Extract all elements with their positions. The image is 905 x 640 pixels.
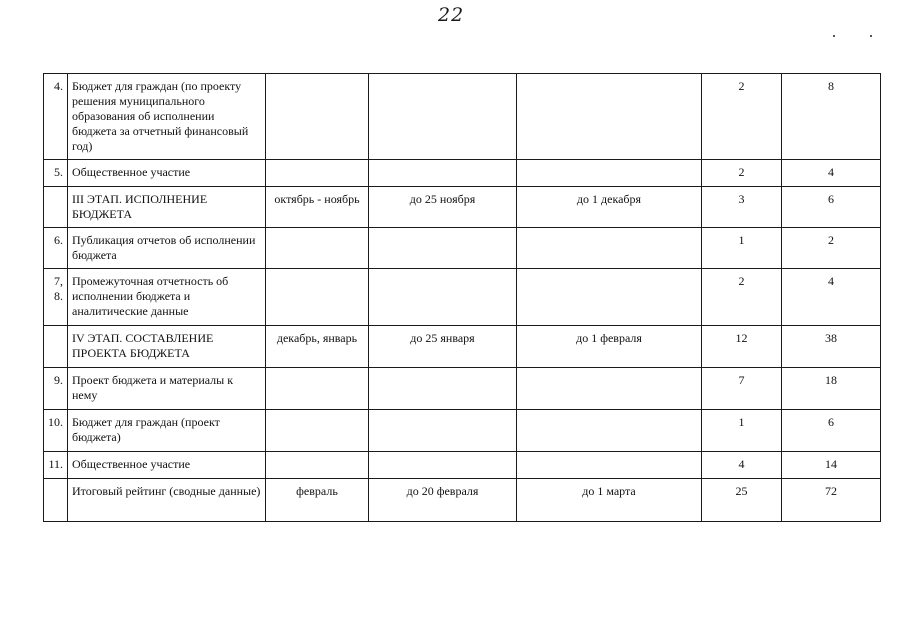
row-period <box>266 160 369 187</box>
row-deadline-1 <box>369 160 517 187</box>
row-value-2: 38 <box>782 326 881 368</box>
row-number: 6. <box>44 228 68 269</box>
row-period: декабрь, январь <box>266 326 369 368</box>
row-title: Бюджет для граждан (по проекту решения муниципального образования об исполнении бюджета за отчетный финансовый год) <box>68 74 266 160</box>
row-deadline-2 <box>517 452 702 479</box>
row-value-1: 1 <box>702 228 782 269</box>
table-row <box>44 228 881 269</box>
row-value-1: 2 <box>702 160 782 187</box>
table-row <box>44 410 881 452</box>
page-number: 22 <box>438 4 465 26</box>
row-value-2: 4 <box>782 160 881 187</box>
row-deadline-1: до 20 февраля <box>369 479 517 522</box>
row-number <box>44 326 68 368</box>
row-value-2: 8 <box>782 74 881 160</box>
scan-speck <box>833 35 835 37</box>
row-number: 4. <box>44 74 68 160</box>
row-title: Общественное участие <box>68 160 266 187</box>
row-value-1: 2 <box>702 269 782 326</box>
row-number: 11. <box>44 452 68 479</box>
row-deadline-2: до 1 марта <box>517 479 702 522</box>
row-deadline-2: до 1 декабря <box>517 187 702 228</box>
row-deadline-2 <box>517 74 702 160</box>
row-deadline-1 <box>369 74 517 160</box>
table-row <box>44 479 881 522</box>
row-number: 5. <box>44 160 68 187</box>
table-row <box>44 326 881 368</box>
row-value-1: 3 <box>702 187 782 228</box>
table-row <box>44 160 881 187</box>
row-deadline-1 <box>369 452 517 479</box>
row-period <box>266 269 369 326</box>
row-value-1: 4 <box>702 452 782 479</box>
row-value-2: 6 <box>782 410 881 452</box>
row-value-1: 12 <box>702 326 782 368</box>
row-number: 7, 8. <box>44 269 68 326</box>
row-title: IV ЭТАП. СОСТАВЛЕНИЕ ПРОЕКТА БЮДЖЕТА <box>68 326 266 368</box>
row-value-1: 1 <box>702 410 782 452</box>
row-deadline-1: до 25 ноября <box>369 187 517 228</box>
row-period: февраль <box>266 479 369 522</box>
budget-rating-table <box>43 73 881 522</box>
row-title: III ЭТАП. ИСПОЛНЕНИЕ БЮДЖЕТА <box>68 187 266 228</box>
row-deadline-2 <box>517 368 702 410</box>
row-title: Бюджет для граждан (проект бюджета) <box>68 410 266 452</box>
row-title: Итоговый рейтинг (сводные данные) <box>68 479 266 522</box>
row-value-2: 18 <box>782 368 881 410</box>
row-title: Публикация отчетов об исполнении бюджета <box>68 228 266 269</box>
row-deadline-2 <box>517 410 702 452</box>
table-row <box>44 269 881 326</box>
row-value-1: 25 <box>702 479 782 522</box>
row-value-2: 6 <box>782 187 881 228</box>
table-row <box>44 368 881 410</box>
row-value-2: 72 <box>782 479 881 522</box>
row-deadline-2 <box>517 160 702 187</box>
row-period <box>266 74 369 160</box>
row-period <box>266 452 369 479</box>
row-value-1: 2 <box>702 74 782 160</box>
row-title: Проект бюджета и материалы к нему <box>68 368 266 410</box>
row-deadline-1 <box>369 269 517 326</box>
table-row <box>44 74 881 160</box>
row-deadline-1 <box>369 410 517 452</box>
row-deadline-2: до 1 февраля <box>517 326 702 368</box>
row-title: Общественное участие <box>68 452 266 479</box>
row-period <box>266 228 369 269</box>
row-deadline-2 <box>517 228 702 269</box>
row-number <box>44 187 68 228</box>
row-deadline-1 <box>369 228 517 269</box>
row-title: Промежуточная отчетность об исполнении бюджета и аналитические данные <box>68 269 266 326</box>
table-row <box>44 187 881 228</box>
row-value-2: 4 <box>782 269 881 326</box>
table-row <box>44 452 881 479</box>
row-value-1: 7 <box>702 368 782 410</box>
row-deadline-2 <box>517 269 702 326</box>
row-value-2: 14 <box>782 452 881 479</box>
row-number: 9. <box>44 368 68 410</box>
scan-speck <box>870 35 872 37</box>
row-period <box>266 368 369 410</box>
row-number: 10. <box>44 410 68 452</box>
row-deadline-1: до 25 января <box>369 326 517 368</box>
row-number <box>44 479 68 522</box>
row-period <box>266 410 369 452</box>
row-value-2: 2 <box>782 228 881 269</box>
row-period: октябрь - ноябрь <box>266 187 369 228</box>
row-deadline-1 <box>369 368 517 410</box>
